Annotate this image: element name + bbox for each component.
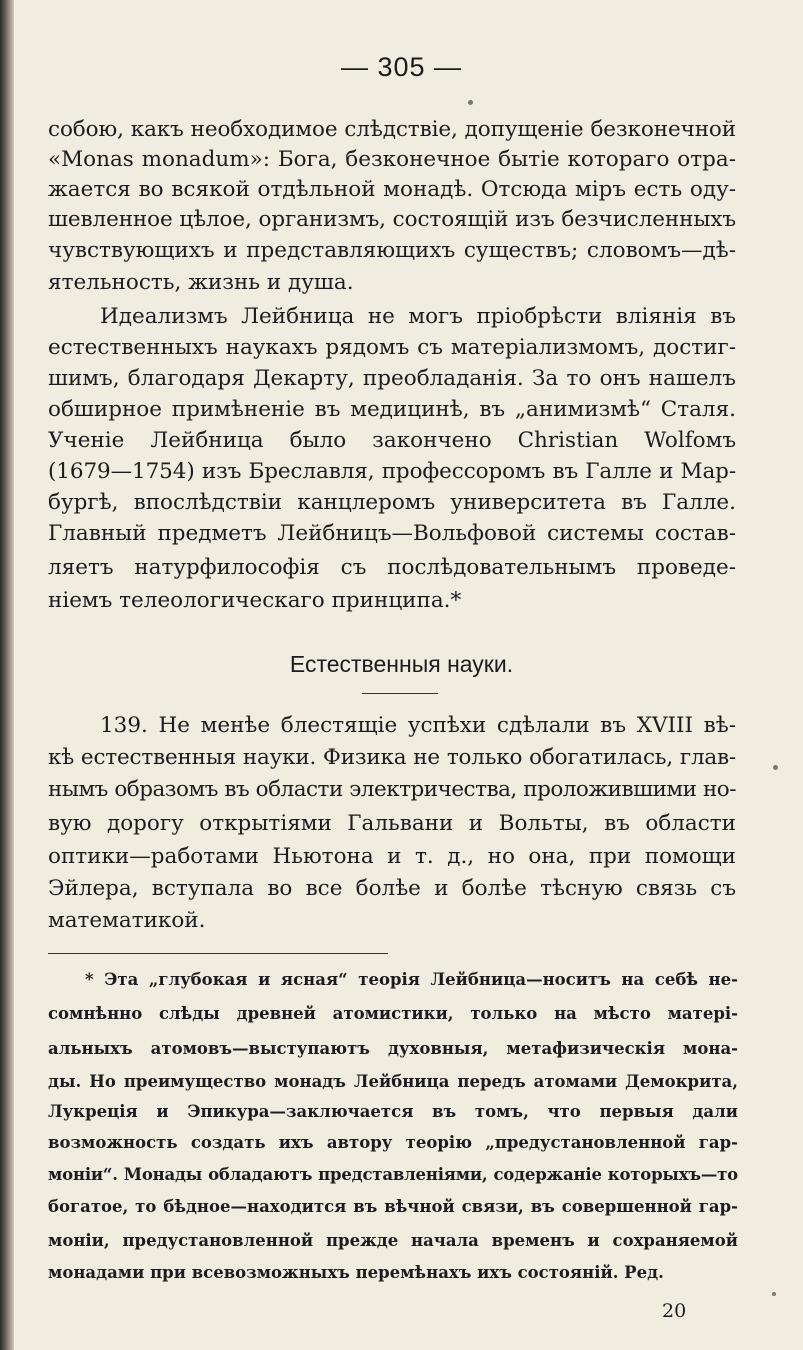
text-line: жается во всякой отдѣльной монадѣ. Отсюда міръ есть оду- bbox=[48, 177, 736, 202]
footnote-line: возможность создать ихъ автору теорію „предустановленной гар- bbox=[48, 1133, 738, 1152]
text-line: ляетъ натурфилософія съ послѣдовательнымъ проведе- bbox=[48, 555, 736, 580]
text-line: ятельность, жизнь и душа. bbox=[48, 270, 354, 295]
text-line: оптики—работами Ньютона и т. д., но она, при помощи bbox=[48, 844, 736, 869]
text-line: кѣ естественныя науки. Физика не только обогатилась, глав- bbox=[48, 745, 736, 770]
footnote-line: * Эта „глубокая и ясная“ теорія Лейбница—носитъ на себѣ не- bbox=[85, 970, 738, 989]
text-line: (1679—1754) изъ Бреславля, профессоромъ въ Галле и Мар- bbox=[48, 459, 736, 484]
signature-mark: 20 bbox=[662, 1300, 687, 1322]
ink-speck bbox=[468, 100, 473, 105]
footnote-line: альныхъ атомовъ—выступаютъ духовныя, метафизическія мона- bbox=[48, 1039, 738, 1058]
text-line: вую дорогу открытіями Гальвани и Вольты, въ области bbox=[48, 811, 736, 836]
section-heading: Естественныя науки. bbox=[289, 651, 514, 677]
text-line: нымъ образомъ въ области электричества, проложившими но- bbox=[48, 777, 736, 802]
text-line: ніемъ телеологическаго принципа.* bbox=[48, 588, 462, 613]
footnote-line: сомнѣнно слѣды древней атомистики, только на мѣсто матері- bbox=[48, 1004, 738, 1023]
text-line: обширное примѣненіе въ медицинѣ, въ „анимизмѣ“ Сталя. bbox=[48, 397, 736, 422]
footnote-line: ды. Но преимущество монадъ Лейбница передъ атомами Демокрита, bbox=[48, 1072, 738, 1091]
page-number: — 305 — bbox=[340, 52, 463, 82]
text-line: естественныхъ наукахъ рядомъ съ матеріализмомъ, достиг- bbox=[48, 335, 736, 360]
text-line: Эйлера, вступала во все болѣе и болѣе тѣсную связь съ bbox=[48, 876, 736, 901]
footnote-line: моніи, предустановленной прежде начала временъ и сохраняемой bbox=[48, 1231, 738, 1250]
ink-speck bbox=[772, 1292, 776, 1296]
text-line: математикой. bbox=[48, 908, 206, 933]
footnote-line: моніи“. Монады обладаютъ представленіями, содержаніе которыхъ—то bbox=[48, 1165, 738, 1184]
text-line: Главный предметъ Лейбницъ—Вольфовой системы состав- bbox=[48, 521, 736, 546]
footnote-separator bbox=[48, 953, 388, 954]
footnote-line: богатое, то бѣдное—находится въ вѣчной связи, въ совершенной гар- bbox=[48, 1197, 738, 1216]
text-line: «Monas monadum»: Бога, безконечное бытіе котораго отра- bbox=[48, 147, 736, 172]
footnote-line: монадами при всевозможныхъ перемѣнахъ ихъ состояній. Ред. bbox=[48, 1263, 664, 1282]
text-line: бургѣ, впослѣдствіи канцлеромъ университета въ Галле. bbox=[48, 490, 736, 515]
text-line: Ученіе Лейбница было закончено Christian Wolfомъ bbox=[48, 428, 736, 453]
text-line: 139. Не менѣе блестящіе успѣхи сдѣлали въ XVIII вѣ- bbox=[100, 713, 736, 738]
text-line: шевленное цѣлое, организмъ, состоящій изъ безчисленныхъ bbox=[48, 207, 736, 232]
text-line: чувствующихъ и представляющихъ существъ; словомъ—дѣ- bbox=[48, 238, 736, 263]
text-line: собою, какъ необходимое слѣдствіе, допущеніе безконечной bbox=[48, 117, 736, 142]
footnote-line: Лукреція и Эпикура—заключается въ томъ, что первыя дали bbox=[48, 1102, 738, 1121]
text-line: Идеализмъ Лейбница не могъ пріобрѣсти вліянія въ bbox=[100, 304, 736, 329]
text-line: шимъ, благодаря Декарту, преобладанія. За то онъ нашелъ bbox=[48, 366, 736, 391]
heading-rule bbox=[362, 693, 438, 694]
ink-speck bbox=[773, 765, 778, 770]
